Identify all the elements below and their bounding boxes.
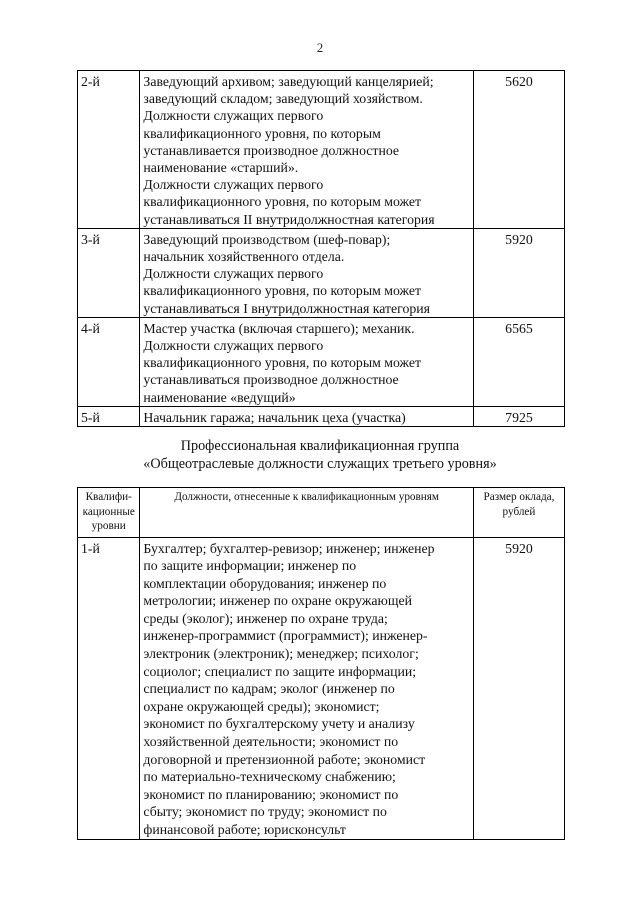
group-title: [0, 438, 640, 473]
position-text-line: устанавливаться I внутридолжностная категория: [143, 300, 431, 316]
position-text-line: Заведующий производством (шеф-повар);: [143, 231, 391, 247]
position-text-line: хозяйственной деятельности; экономист по: [143, 734, 399, 750]
position-text-line: устанавливаться производное должностное: [143, 372, 399, 388]
position-text-line: устанавливается производное должностное: [143, 142, 400, 158]
header-salary: Размер оклада, рублей: [473, 488, 564, 538]
position-text-line: заведующий складом; заведующий хозяйством.: [143, 91, 423, 107]
position-text-line: сбыту; экономист по труду; экономист по: [143, 804, 387, 820]
salary-cell: 5920: [473, 537, 564, 839]
position-text-line: устанавливаться II внутридолжностная категория: [143, 211, 435, 227]
positions-cell: [140, 317, 474, 406]
position-text-line: по материально-техническому снабжению;: [143, 769, 396, 785]
salary-cell: 6565: [473, 317, 564, 406]
header-positions: Должности, отнесенные к квалификационным уровням: [140, 488, 474, 538]
position-text-line: наименование «старший».: [143, 160, 299, 176]
table-row: [78, 317, 565, 406]
positions-cell: [140, 71, 474, 229]
salary-cell: 5920: [473, 228, 564, 317]
position-text-line: квалификационного уровня, по которым может: [143, 194, 422, 210]
position-text-line: Должности служащих первого: [143, 177, 324, 193]
position-text-line: квалификационного уровня, по которым может: [143, 355, 422, 371]
position-text-line: Бухгалтер; бухгалтер-ревизор; инженер; инженер: [143, 540, 435, 556]
position-text-line: Должности служащих первого: [143, 266, 324, 282]
positions-cell: [140, 406, 474, 426]
qualification-level-cell: 1-й: [78, 537, 140, 839]
position-text-line: среды (эколог); инженер по охране труда;: [143, 610, 388, 626]
position-text-line: Мастер участка (включая старшего); механик.: [143, 320, 415, 336]
position-text-line: договорной и претензионной работе; экономист: [143, 751, 426, 767]
group-title-line1: Профессиональная квалификационная группа: [180, 438, 460, 454]
table-row: [78, 228, 565, 317]
position-text-line: финансовой работе; юрисконсульт: [143, 822, 346, 837]
salary-cell: 5620: [473, 71, 564, 229]
qualification-level-cell: 2-й: [78, 71, 140, 229]
positions-cell: [140, 228, 474, 317]
qualification-level-cell: 5-й: [78, 406, 140, 426]
table-row: [78, 537, 565, 839]
table-row: [78, 71, 565, 229]
position-text-line: начальник хозяйственного отдела.: [143, 249, 345, 265]
positions-cell: [140, 537, 474, 839]
position-text-line: метрологии; инженер по охране окружающей: [143, 593, 412, 609]
qualification-level-cell: 3-й: [78, 228, 140, 317]
table-row: [78, 406, 565, 426]
position-text-line: Заведующий архивом; заведующий канцелярией;: [143, 74, 434, 89]
position-text-line: квалификационного уровня, по которым: [143, 125, 381, 141]
salary-table-third-level: [77, 487, 565, 840]
position-text-line: инженер-программист (программист); инженер-: [143, 628, 428, 644]
position-text-line: электроник (электроник); менеджер; психолог;: [143, 646, 419, 662]
position-text-line: комплектации оборудования; инженер по: [143, 575, 387, 591]
position-text-line: наименование «ведущий»: [143, 389, 296, 405]
qualification-level-cell: 4-й: [78, 317, 140, 406]
position-text-line: Должности служащих первого: [143, 338, 324, 354]
position-text-line: экономист по бухгалтерскому учету и анализу: [143, 716, 415, 732]
position-text-line: специалист по кадрам; эколог (инженер по: [143, 681, 395, 697]
position-text-line: Начальник гаража; начальник цеха (участка): [143, 409, 406, 425]
page-number: 2: [316, 40, 324, 55]
salary-table-continued: [77, 70, 565, 427]
position-text-line: квалификационного уровня, по которым может: [143, 283, 422, 299]
position-text-line: по защите информации; инженер по: [143, 558, 357, 574]
salary-cell: 7925: [473, 406, 564, 426]
position-text-line: экономист по планированию; экономист по: [143, 786, 399, 802]
group-title-line2: «Общеотраслевые должности служащих третьего уровня»: [143, 455, 497, 472]
position-text-line: охране окружающей среды); экономист;: [143, 698, 380, 714]
position-text-line: социолог; специалист по защите информации;: [143, 663, 417, 679]
header-qualification-level: Квалифи- кационные уровни: [78, 488, 140, 538]
table-header-row: [78, 488, 565, 538]
position-text-line: Должности служащих первого: [143, 108, 324, 124]
